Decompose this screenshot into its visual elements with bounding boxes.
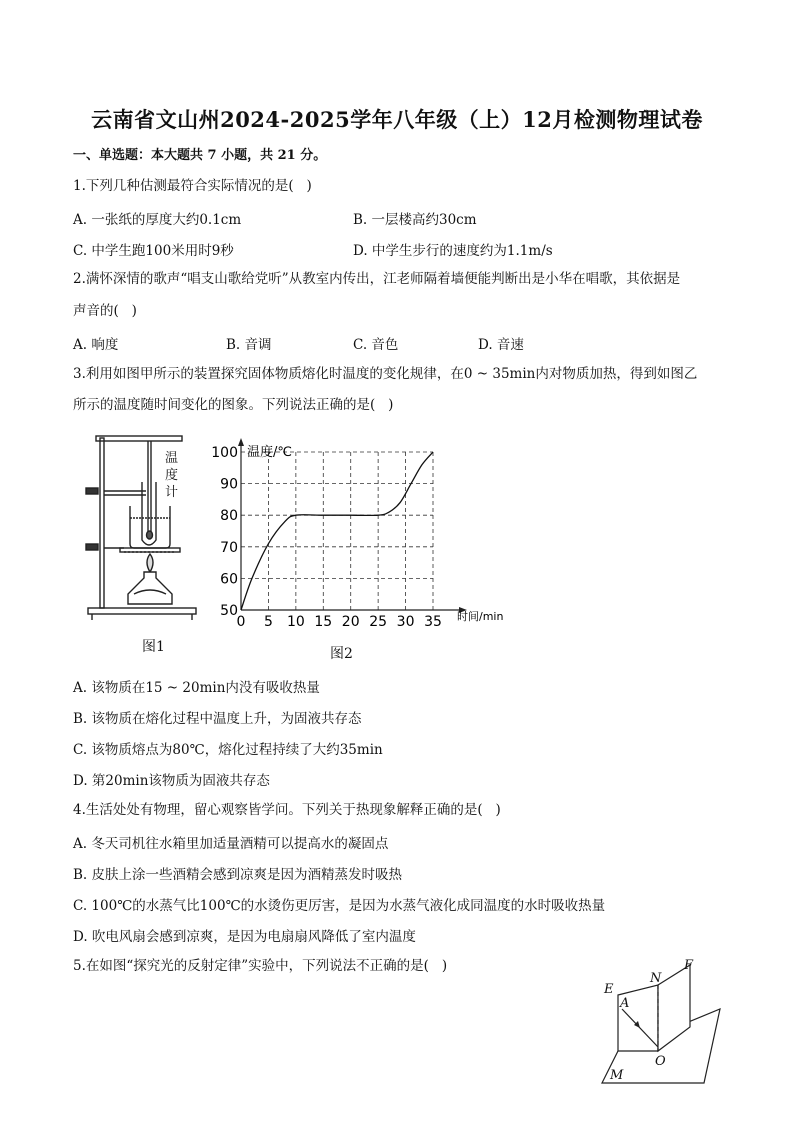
y-tick-label: 100: [211, 445, 238, 461]
label-N: N: [650, 971, 662, 986]
label-F: F: [684, 958, 694, 973]
y-tick-label: 90: [220, 476, 238, 493]
q3-option-b: B. 该物质在熔化过程中温度上升，为固液共存态: [73, 711, 362, 727]
question-4-stem: 4.生活处处有物理，留心观察皆学问。下列关于热现象解释正确的是( ): [73, 802, 501, 818]
y-tick-label: 70: [220, 539, 238, 556]
y-tick-label: 60: [220, 571, 238, 588]
x-tick-label: 0: [236, 614, 246, 630]
apparatus-figure: [84, 432, 204, 622]
x-tick-label: 25: [369, 614, 388, 630]
q3-option-c: C. 该物质熔点为80℃，熔化过程持续了大约35min: [73, 742, 383, 758]
label-M: M: [610, 1068, 624, 1083]
reflection-figure: [596, 955, 726, 1090]
q4-option-d: D. 吹电风扇会感到凉爽，是因为电扇扇风降低了室内温度: [73, 929, 416, 945]
q4-option-b: B. 皮肤上涂一些酒精会感到凉爽是因为酒精蒸发时吸热: [73, 867, 403, 883]
question-3-stem-line2: 所示的温度随时间变化的图象。下列说法正确的是( ): [73, 397, 394, 413]
section-heading: 一、单选题：本大题共 7 小题，共 21 分。: [73, 148, 327, 163]
question-2-stem-line1: 2.满怀深情的歌声“唱支山歌给党听”从教室内传出，江老师隔着墙便能判断出是小华在唱歌，其依据是: [73, 271, 681, 287]
q2-option-a: A. 响度: [73, 337, 119, 353]
x-tick-label: 15: [314, 614, 333, 630]
q1-option-a: A. 一张纸的厚度大约0.1cm: [73, 212, 242, 228]
y-axis-arrow: [238, 438, 244, 446]
page-title: 云南省文山州2024-2025学年八年级（上）12月检测物理试卷: [91, 107, 703, 132]
x-axis-label: 时间/min: [457, 610, 504, 623]
question-2-stem-line2: 声音的( ): [73, 303, 137, 319]
q2-option-d: D. 音速: [478, 337, 524, 353]
x-tick-label: 5: [263, 614, 273, 630]
label-O: O: [655, 1054, 666, 1069]
q1-option-d: D. 中学生步行的速度约为1.1m/s: [353, 243, 553, 259]
y-tick-label: 80: [220, 508, 238, 525]
label-E: E: [604, 982, 614, 997]
y-tick-label: 50: [220, 603, 238, 619]
q2-option-c: C. 音色: [353, 337, 399, 353]
x-tick-label: 10: [286, 614, 305, 630]
y-axis-label: 温度/℃: [247, 445, 292, 460]
x-tick-label: 20: [341, 614, 360, 630]
x-tick-label: 30: [396, 614, 415, 630]
question-3-stem-line1: 3.利用如图甲所示的装置探究固体物质熔化时温度的变化规律，在0 ~ 35min内对物质加热，得到如图乙: [73, 366, 698, 382]
question-1-stem: 1.下列几种估测最符合实际情况的是( ): [73, 178, 312, 194]
q1-option-c: C. 中学生跑100米用时9秒: [73, 243, 234, 259]
q1-option-b: B. 一层楼高约30cm: [353, 212, 477, 228]
thermometer-label: 温 度 计: [165, 451, 179, 500]
x-tick-label: 35: [424, 614, 442, 630]
label-A: A: [620, 996, 630, 1011]
temperature-curve: [241, 452, 433, 610]
q2-option-b: B. 音调: [226, 337, 272, 353]
q4-option-c: C. 100℃的水蒸气比100℃的水烫伤更厉害，是因为水蒸气液化成同温度的水时吸收热量: [73, 898, 606, 914]
q4-option-a: A. 冬天司机往水箱里加适量酒精可以提高水的凝固点: [73, 836, 389, 852]
figure-2-caption: 图2: [330, 646, 353, 662]
q3-option-d: D. 第20min该物质为固液共存态: [73, 773, 270, 789]
temperature-time-chart: [205, 438, 525, 633]
q3-option-a: A. 该物质在15 ~ 20min内没有吸收热量: [73, 680, 320, 696]
figure-1-caption: 图1: [142, 639, 165, 655]
question-5-stem: 5.在如图“探究光的反射定律”实验中，下列说法不正确的是( ): [73, 958, 448, 974]
